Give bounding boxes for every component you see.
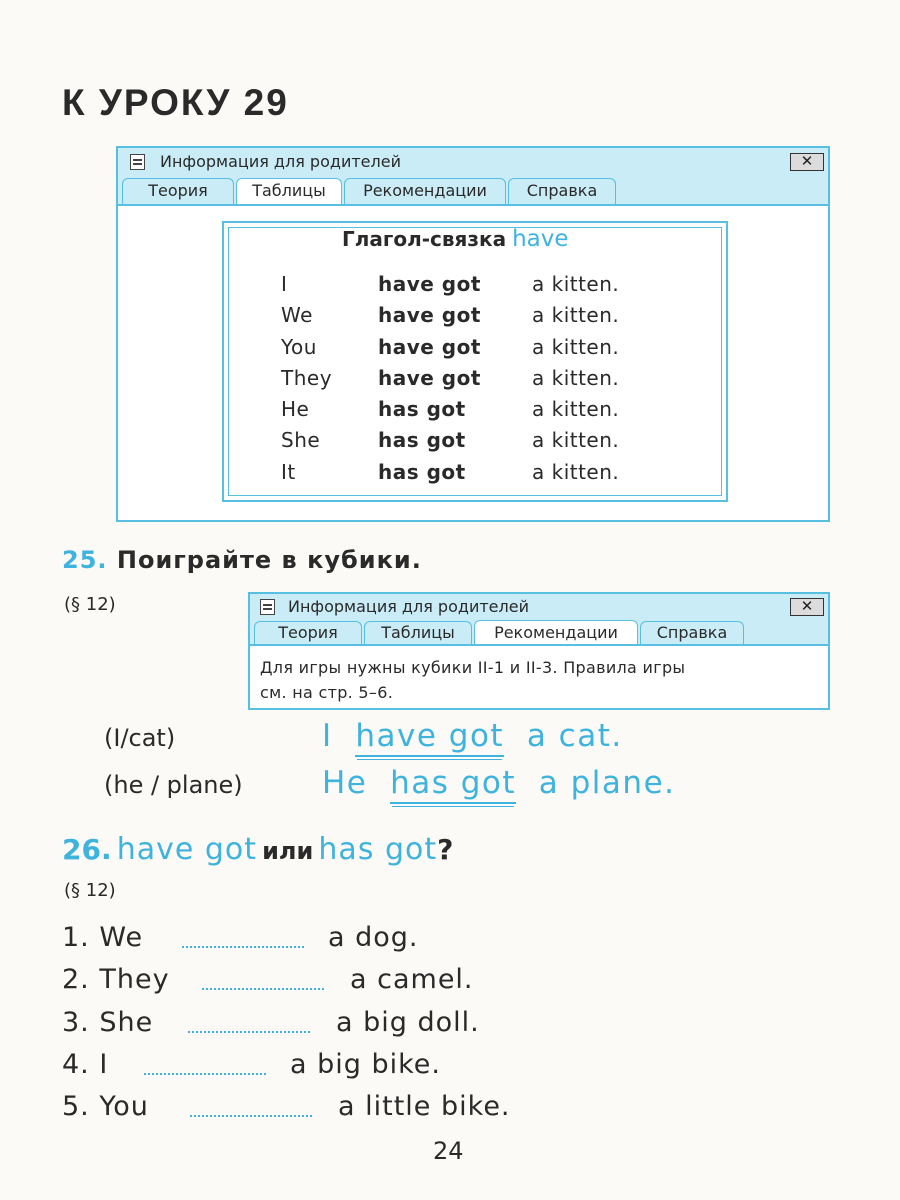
question-mark: ? xyxy=(437,833,454,866)
exercise-number: 26. xyxy=(62,833,112,866)
object: a kitten. xyxy=(532,428,620,452)
item-subject: I xyxy=(99,1049,109,1080)
example-prompt: (he / plane) xyxy=(104,771,243,799)
answer-blank[interactable] xyxy=(190,1115,312,1117)
item-subject: You xyxy=(99,1091,149,1122)
item-number: 4. xyxy=(62,1049,90,1080)
tab-reference[interactable]: Справка xyxy=(640,621,744,645)
verb: have got xyxy=(378,366,481,390)
answer-blank[interactable] xyxy=(144,1073,266,1075)
recommendation-line: см. на стр. 5–6. xyxy=(260,683,394,702)
table-heading-en: have xyxy=(512,226,569,252)
item-number: 5. xyxy=(62,1091,90,1122)
item-rest: a big doll. xyxy=(336,1007,480,1038)
item-rest: a big bike. xyxy=(290,1049,441,1080)
pronoun: We xyxy=(281,303,313,327)
table-heading-ru: Глагол-связка xyxy=(342,227,507,251)
answer-subject: He xyxy=(322,765,368,801)
exercise-item xyxy=(62,964,474,995)
verb: has got xyxy=(378,460,466,484)
answer-blank[interactable] xyxy=(188,1031,310,1033)
page-number: 24 xyxy=(433,1137,464,1165)
item-rest: a camel. xyxy=(350,964,474,995)
item-number: 1. xyxy=(62,922,90,953)
item-rest: a little bike. xyxy=(338,1091,511,1122)
object: a kitten. xyxy=(532,460,620,484)
answer-verb: has got xyxy=(390,765,516,804)
tab-tables[interactable]: Таблицы xyxy=(236,178,342,206)
example-answer xyxy=(322,765,676,804)
answer-blank[interactable] xyxy=(202,988,324,990)
tab-theory[interactable]: Теория xyxy=(122,178,234,204)
exercise-25-heading xyxy=(62,546,422,574)
answer-subject: I xyxy=(322,718,333,754)
option-has-got: has got xyxy=(318,832,438,867)
exercise-26-reference: (§ 12) xyxy=(64,880,116,901)
example-answer xyxy=(322,718,623,757)
exercise-title: Поиграйте в кубики. xyxy=(116,546,422,574)
verb: have got xyxy=(378,335,481,359)
object: a kitten. xyxy=(532,397,620,421)
close-button[interactable]: ✕ xyxy=(790,153,824,171)
item-subject: She xyxy=(99,1007,154,1038)
pronoun: She xyxy=(281,428,321,452)
pronoun: It xyxy=(281,460,296,484)
tab-reference[interactable]: Справка xyxy=(508,178,616,204)
example-prompt: (I/cat) xyxy=(104,724,176,752)
answer-object: a plane. xyxy=(538,765,676,801)
table-heading xyxy=(342,226,569,252)
item-subject: They xyxy=(99,964,170,995)
item-number: 2. xyxy=(62,964,90,995)
answer-blank[interactable] xyxy=(182,946,304,948)
item-subject: We xyxy=(99,922,144,953)
window-title: Информация для родителей xyxy=(160,152,401,171)
exercise-25-reference: (§ 12) xyxy=(64,594,116,615)
object: a kitten. xyxy=(532,366,620,390)
lesson-title: К УРОКУ 29 xyxy=(62,82,289,123)
document-icon xyxy=(130,154,145,170)
pronoun: He xyxy=(281,397,310,421)
close-button[interactable]: ✕ xyxy=(790,598,824,616)
grammar-table xyxy=(222,221,728,502)
exercise-item xyxy=(62,922,419,953)
option-have-got: have got xyxy=(116,832,258,867)
tab-theory[interactable]: Теория xyxy=(254,621,362,645)
answer-object: a cat. xyxy=(526,718,623,754)
object: a kitten. xyxy=(532,335,620,359)
exercise-item xyxy=(62,1091,511,1122)
verb: has got xyxy=(378,397,466,421)
item-rest: a dog. xyxy=(328,922,419,953)
verb: have got xyxy=(378,272,481,296)
verb: has got xyxy=(378,428,466,452)
tab-tables[interactable]: Таблицы xyxy=(364,621,472,645)
window-title: Информация для родителей xyxy=(288,597,529,616)
answer-verb: have got xyxy=(355,718,504,757)
or-word: или xyxy=(262,837,314,865)
exercise-item xyxy=(62,1049,441,1080)
recommendation-line: Для игры нужны кубики II-1 и II-3. Правила игры xyxy=(260,658,686,677)
exercise-26-heading xyxy=(62,832,453,867)
verb: have got xyxy=(378,303,481,327)
grammar-table-inner-border xyxy=(228,227,722,496)
item-number: 3. xyxy=(62,1007,90,1038)
recommendation-text xyxy=(260,655,820,705)
object: a kitten. xyxy=(532,303,620,327)
document-icon xyxy=(260,599,275,615)
tab-recommendations[interactable]: Рекомендации xyxy=(344,178,506,204)
tab-recommendations[interactable]: Рекомендации xyxy=(474,620,638,646)
exercise-item xyxy=(62,1007,480,1038)
pronoun: I xyxy=(281,272,288,296)
pronoun: They xyxy=(281,366,333,390)
object: a kitten. xyxy=(532,272,620,296)
pronoun: You xyxy=(281,335,317,359)
exercise-number: 25. xyxy=(62,546,108,574)
